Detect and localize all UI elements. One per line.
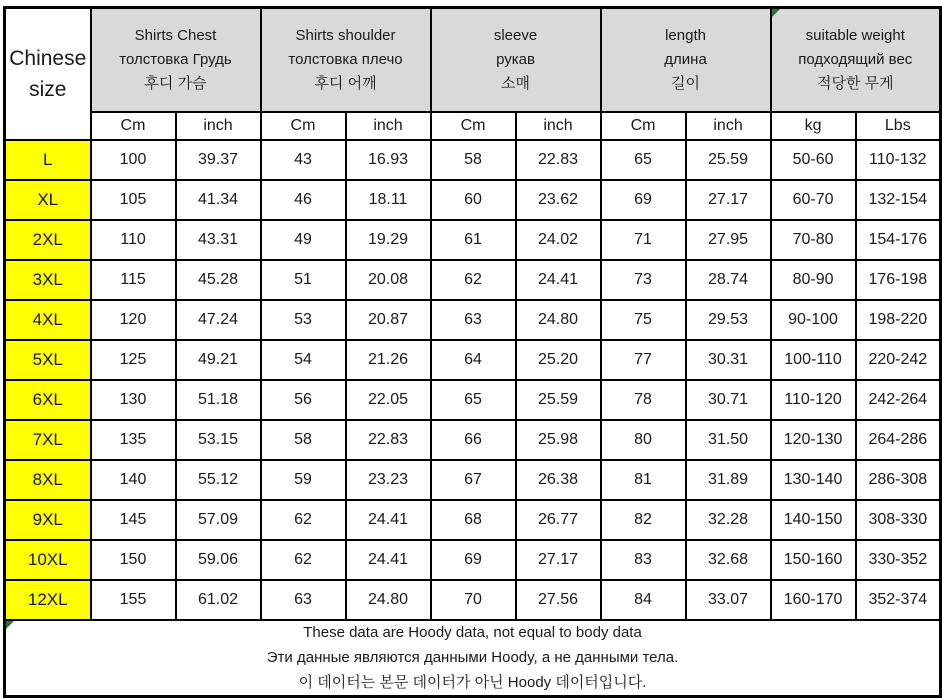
- group-label-ko: 후디 어깨: [314, 75, 377, 92]
- value-cell: 62: [261, 500, 346, 540]
- value-cell: 58: [261, 420, 346, 460]
- value-cell: 59.06: [176, 540, 261, 580]
- value-cell: 110: [91, 220, 176, 260]
- size-label-cell: 12XL: [5, 580, 91, 620]
- value-cell: 110-132: [856, 140, 941, 180]
- group-header-shirts-shoulder: [261, 8, 431, 113]
- value-cell: 24.80: [346, 580, 431, 620]
- value-cell: 100: [91, 140, 176, 180]
- size-label-cell: 7XL: [5, 420, 91, 460]
- size-label-cell: 5XL: [5, 340, 91, 380]
- value-cell: 80: [601, 420, 686, 460]
- value-cell: 62: [431, 260, 516, 300]
- value-cell: 80-90: [771, 260, 856, 300]
- unit-header-shoulder-cm: Cm: [261, 112, 346, 140]
- table-row: [5, 580, 941, 620]
- value-cell: 25.98: [516, 420, 601, 460]
- table-row: [5, 300, 941, 340]
- value-cell: 23.62: [516, 180, 601, 220]
- value-cell: 81: [601, 460, 686, 500]
- value-cell: 77: [601, 340, 686, 380]
- group-label-en: Shirts shoulder: [295, 27, 396, 44]
- value-cell: 22.83: [516, 140, 601, 180]
- value-cell: 84: [601, 580, 686, 620]
- value-cell: 51: [261, 260, 346, 300]
- value-cell: 20.08: [346, 260, 431, 300]
- value-cell: 51.18: [176, 380, 261, 420]
- value-cell: 28.74: [686, 260, 771, 300]
- footer-line-en: These data are Hoody data, not equal to body data: [303, 624, 642, 641]
- value-cell: 63: [431, 300, 516, 340]
- size-label-cell: 6XL: [5, 380, 91, 420]
- group-label-ru: рукав: [496, 51, 535, 68]
- value-cell: 27.17: [516, 540, 601, 580]
- value-cell: 140-150: [771, 500, 856, 540]
- value-cell: 30.71: [686, 380, 771, 420]
- chinese-size-header: [5, 8, 91, 141]
- size-label-cell: 9XL: [5, 500, 91, 540]
- group-label-en: Shirts Chest: [134, 27, 217, 44]
- footer-line-ko: 이 데이터는 본문 데이터가 아닌 Hoody 데이터입니다.: [298, 673, 647, 691]
- value-cell: 90-100: [771, 300, 856, 340]
- value-cell: 53.15: [176, 420, 261, 460]
- value-cell: 150: [91, 540, 176, 580]
- value-cell: 18.11: [346, 180, 431, 220]
- value-cell: 31.50: [686, 420, 771, 460]
- value-cell: 24.41: [346, 500, 431, 540]
- value-cell: 23.23: [346, 460, 431, 500]
- unit-header-shoulder-inch: inch: [346, 112, 431, 140]
- group-label-ko: 후디 가슴: [144, 75, 207, 92]
- value-cell: 242-264: [856, 380, 941, 420]
- unit-header-chest-cm: Cm: [91, 112, 176, 140]
- value-cell: 26.38: [516, 460, 601, 500]
- value-cell: 19.29: [346, 220, 431, 260]
- value-cell: 54: [261, 340, 346, 380]
- value-cell: 70-80: [771, 220, 856, 260]
- size-label-cell: XL: [5, 180, 91, 220]
- value-cell: 31.89: [686, 460, 771, 500]
- value-cell: 65: [431, 380, 516, 420]
- value-cell: 78: [601, 380, 686, 420]
- value-cell: 22.83: [346, 420, 431, 460]
- value-cell: 125: [91, 340, 176, 380]
- table-row: [5, 460, 941, 500]
- size-label-cell: 4XL: [5, 300, 91, 340]
- value-cell: 155: [91, 580, 176, 620]
- value-cell: 69: [431, 540, 516, 580]
- group-label-ru: толстовка Грудь: [119, 51, 232, 68]
- unit-header-sleeve-cm: Cm: [431, 112, 516, 140]
- group-header-sleeve: [431, 8, 601, 113]
- unit-header-sleeve-inch: inch: [516, 112, 601, 140]
- table-row: [5, 180, 941, 220]
- value-cell: 24.80: [516, 300, 601, 340]
- value-cell: 49.21: [176, 340, 261, 380]
- value-cell: 30.31: [686, 340, 771, 380]
- value-cell: 41.34: [176, 180, 261, 220]
- size-label-cell: L: [5, 140, 91, 180]
- value-cell: 132-154: [856, 180, 941, 220]
- value-cell: 120: [91, 300, 176, 340]
- value-cell: 140: [91, 460, 176, 500]
- chinese-size-line1: Chinese: [9, 46, 87, 70]
- value-cell: 135: [91, 420, 176, 460]
- value-cell: 264-286: [856, 420, 941, 460]
- group-label-ru: толстовка плечо: [288, 51, 403, 68]
- footer-note: [5, 620, 941, 697]
- value-cell: 20.87: [346, 300, 431, 340]
- value-cell: 32.28: [686, 500, 771, 540]
- value-cell: 286-308: [856, 460, 941, 500]
- value-cell: 82: [601, 500, 686, 540]
- size-label-cell: 10XL: [5, 540, 91, 580]
- unit-header-row: [5, 112, 941, 140]
- group-label-ko: 적당한 무게: [816, 75, 894, 92]
- value-cell: 22.05: [346, 380, 431, 420]
- value-cell: 154-176: [856, 220, 941, 260]
- group-header-suitable-weight: [771, 8, 941, 113]
- value-cell: 352-374: [856, 580, 941, 620]
- value-cell: 53: [261, 300, 346, 340]
- value-cell: 60: [431, 180, 516, 220]
- comment-marker-icon: [6, 621, 14, 629]
- value-cell: 68: [431, 500, 516, 540]
- value-cell: 39.37: [176, 140, 261, 180]
- table-row: [5, 540, 941, 580]
- value-cell: 71: [601, 220, 686, 260]
- unit-header-weight-kg: kg: [771, 112, 856, 140]
- table-row: [5, 260, 941, 300]
- group-label-ru: подходящий вес: [798, 51, 913, 68]
- value-cell: 145: [91, 500, 176, 540]
- value-cell: 58: [431, 140, 516, 180]
- unit-header-weight-lbs: Lbs: [856, 112, 941, 140]
- value-cell: 66: [431, 420, 516, 460]
- value-cell: 59: [261, 460, 346, 500]
- value-cell: 67: [431, 460, 516, 500]
- group-label-en: suitable weight: [805, 27, 905, 44]
- value-cell: 130-140: [771, 460, 856, 500]
- value-cell: 25.59: [516, 380, 601, 420]
- value-cell: 115: [91, 260, 176, 300]
- footer-line-ru: Эти данные являются данными Hoody, а не данными тела.: [266, 648, 679, 666]
- value-cell: 62: [261, 540, 346, 580]
- table-row: [5, 340, 941, 380]
- value-cell: 24.41: [516, 260, 601, 300]
- value-cell: 56: [261, 380, 346, 420]
- value-cell: 61.02: [176, 580, 261, 620]
- group-header-length: [601, 8, 771, 113]
- value-cell: 27.17: [686, 180, 771, 220]
- value-cell: 33.07: [686, 580, 771, 620]
- value-cell: 120-130: [771, 420, 856, 460]
- value-cell: 73: [601, 260, 686, 300]
- value-cell: 43.31: [176, 220, 261, 260]
- value-cell: 100-110: [771, 340, 856, 380]
- group-header-row: [5, 8, 941, 113]
- value-cell: 27.95: [686, 220, 771, 260]
- value-cell: 49: [261, 220, 346, 260]
- size-label-cell: 3XL: [5, 260, 91, 300]
- value-cell: 61: [431, 220, 516, 260]
- footer-row: [5, 620, 941, 697]
- unit-header-length-inch: inch: [686, 112, 771, 140]
- value-cell: 105: [91, 180, 176, 220]
- table-row: [5, 500, 941, 540]
- group-label-en: sleeve: [493, 27, 538, 44]
- group-label-ko: 소매: [501, 75, 531, 92]
- value-cell: 29.53: [686, 300, 771, 340]
- value-cell: 24.41: [346, 540, 431, 580]
- value-cell: 150-160: [771, 540, 856, 580]
- group-label-ko: 길이: [671, 75, 701, 92]
- value-cell: 43: [261, 140, 346, 180]
- group-label-en: length: [665, 27, 706, 44]
- value-cell: 220-242: [856, 340, 941, 380]
- value-cell: 83: [601, 540, 686, 580]
- group-label-ru: длина: [664, 51, 707, 68]
- value-cell: 198-220: [856, 300, 941, 340]
- value-cell: 130: [91, 380, 176, 420]
- value-cell: 60-70: [771, 180, 856, 220]
- value-cell: 57.09: [176, 500, 261, 540]
- comment-marker-icon: [772, 9, 780, 17]
- group-header-shirts-chest: [91, 8, 261, 113]
- value-cell: 32.68: [686, 540, 771, 580]
- value-cell: 16.93: [346, 140, 431, 180]
- table-row: [5, 140, 941, 180]
- unit-header-chest-inch: inch: [176, 112, 261, 140]
- value-cell: 330-352: [856, 540, 941, 580]
- table-row: [5, 420, 941, 460]
- value-cell: 46: [261, 180, 346, 220]
- value-cell: 50-60: [771, 140, 856, 180]
- value-cell: 64: [431, 340, 516, 380]
- size-label-cell: 2XL: [5, 220, 91, 260]
- value-cell: 75: [601, 300, 686, 340]
- value-cell: 47.24: [176, 300, 261, 340]
- value-cell: 69: [601, 180, 686, 220]
- table-row: [5, 220, 941, 260]
- value-cell: 45.28: [176, 260, 261, 300]
- value-cell: 160-170: [771, 580, 856, 620]
- value-cell: 26.77: [516, 500, 601, 540]
- value-cell: 25.59: [686, 140, 771, 180]
- value-cell: 110-120: [771, 380, 856, 420]
- unit-header-length-cm: Cm: [601, 112, 686, 140]
- value-cell: 27.56: [516, 580, 601, 620]
- value-cell: 70: [431, 580, 516, 620]
- value-cell: 176-198: [856, 260, 941, 300]
- value-cell: 25.20: [516, 340, 601, 380]
- value-cell: 308-330: [856, 500, 941, 540]
- value-cell: 63: [261, 580, 346, 620]
- value-cell: 21.26: [346, 340, 431, 380]
- size-label-cell: 8XL: [5, 460, 91, 500]
- chinese-size-line2: size: [29, 78, 67, 101]
- size-chart-table: [3, 6, 942, 698]
- value-cell: 55.12: [176, 460, 261, 500]
- table-row: [5, 380, 941, 420]
- value-cell: 65: [601, 140, 686, 180]
- value-cell: 24.02: [516, 220, 601, 260]
